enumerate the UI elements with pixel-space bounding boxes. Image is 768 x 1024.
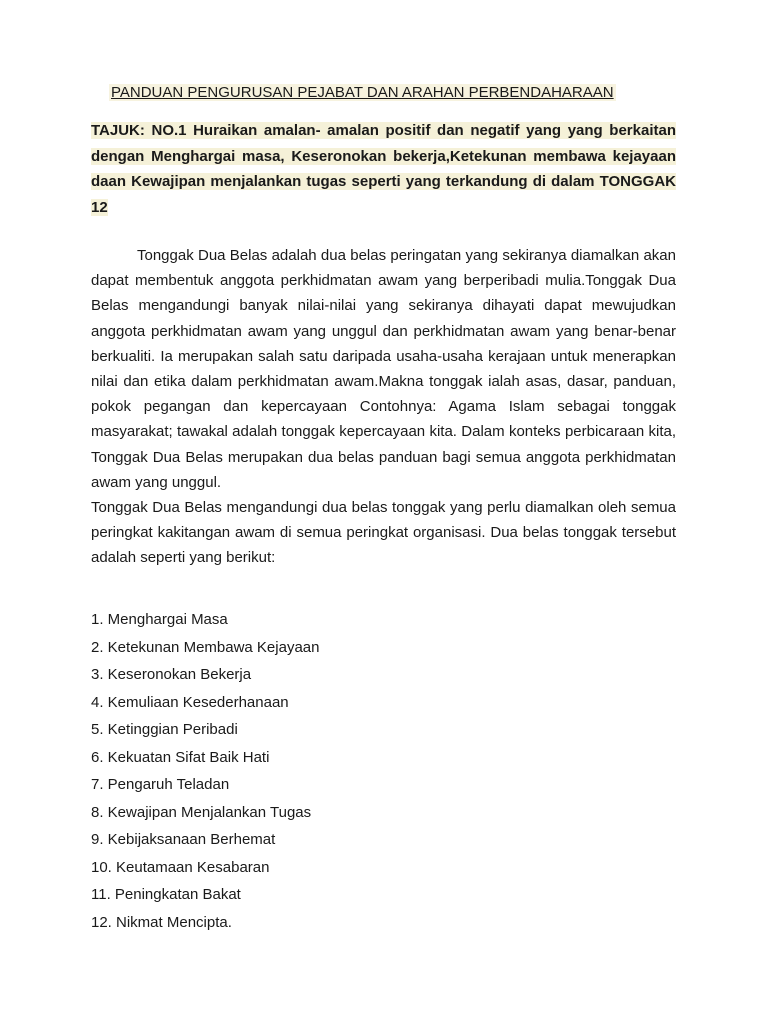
list-item: 9. Kebijaksanaan Berhemat [91, 831, 276, 848]
list-item: 5. Ketinggian Peribadi [91, 721, 238, 738]
list-item: 12. Nikmat Mencipta. [91, 913, 232, 931]
question-text: TAJUK: NO.1 Huraikan amalan- amalan positif dan negatif yang yang berkaitan dengan Menghargai masa, Keseronokan bekerja,Ketekunan membawa kejayaan daan Kewajipan menjalankan tugas seperti yang terkandung di dalam TONGGAK 12 [91, 122, 676, 216]
paragraph-1: Tonggak Dua Belas adalah dua belas peringatan yang sekiranya diamalkan akan dapat membentuk anggota perkhidmatan awam yang berperibadi mulia.Tonggak Dua Belas mengandungi banyak nilai-nilai yang sekiranya dihayati dapat mewujudkan anggota perkhidmatan awam yang unggul dan perkhidmatan awam yang benar-benar berkualiti. Ia merupakan salah satu daripada usaha-usaha kerajaan untuk menerapkan nilai dan etika dalam perkhidmatan awam.Makna tonggak ialah asas, dasar, panduan, pokok pegangan dan kepercayaan Contohnya: Agama Islam sebagai tonggak masyarakat; tawakal adalah tonggak kepercayaan kita. Dalam konteks perbicaraan kita, Tonggak Dua Belas merupakan dua belas panduan bagi semua anggota perkhidmatan awam yang unggul. [91, 247, 676, 491]
list-item: 6. Kekuatan Sifat Baik Hati [91, 748, 270, 766]
document-title: PANDUAN PENGURUSAN PEJABAT DAN ARAHAN PERBENDAHARAAN [111, 84, 614, 101]
list-item: 10. Keutamaan Kesabaran [91, 858, 270, 876]
list-item: 1. Menghargai Masa [91, 611, 228, 628]
question-heading [91, 118, 676, 220]
paragraph-2: Tonggak Dua Belas mengandungi dua belas tonggak yang perlu diamalkan oleh semua peringkat kakitangan awam di semua peringkat organisasi. Dua belas tonggak tersebut adalah seperti yang berikut: [91, 499, 676, 567]
list-item: 3. Keseronokan Bekerja [91, 666, 252, 683]
list-item: 8. Kewajipan Menjalankan Tugas [91, 803, 312, 821]
list-item: 7. Pengaruh Teladan [91, 776, 230, 793]
list-item: 2. Ketekunan Membawa Kejayaan [91, 638, 320, 656]
document-body [91, 243, 676, 571]
tonggak-list [91, 606, 319, 936]
list-item: 4. Kemuliaan Kesederhanaan [91, 693, 289, 711]
list-item: 11. Peningkatan Bakat [91, 886, 241, 903]
